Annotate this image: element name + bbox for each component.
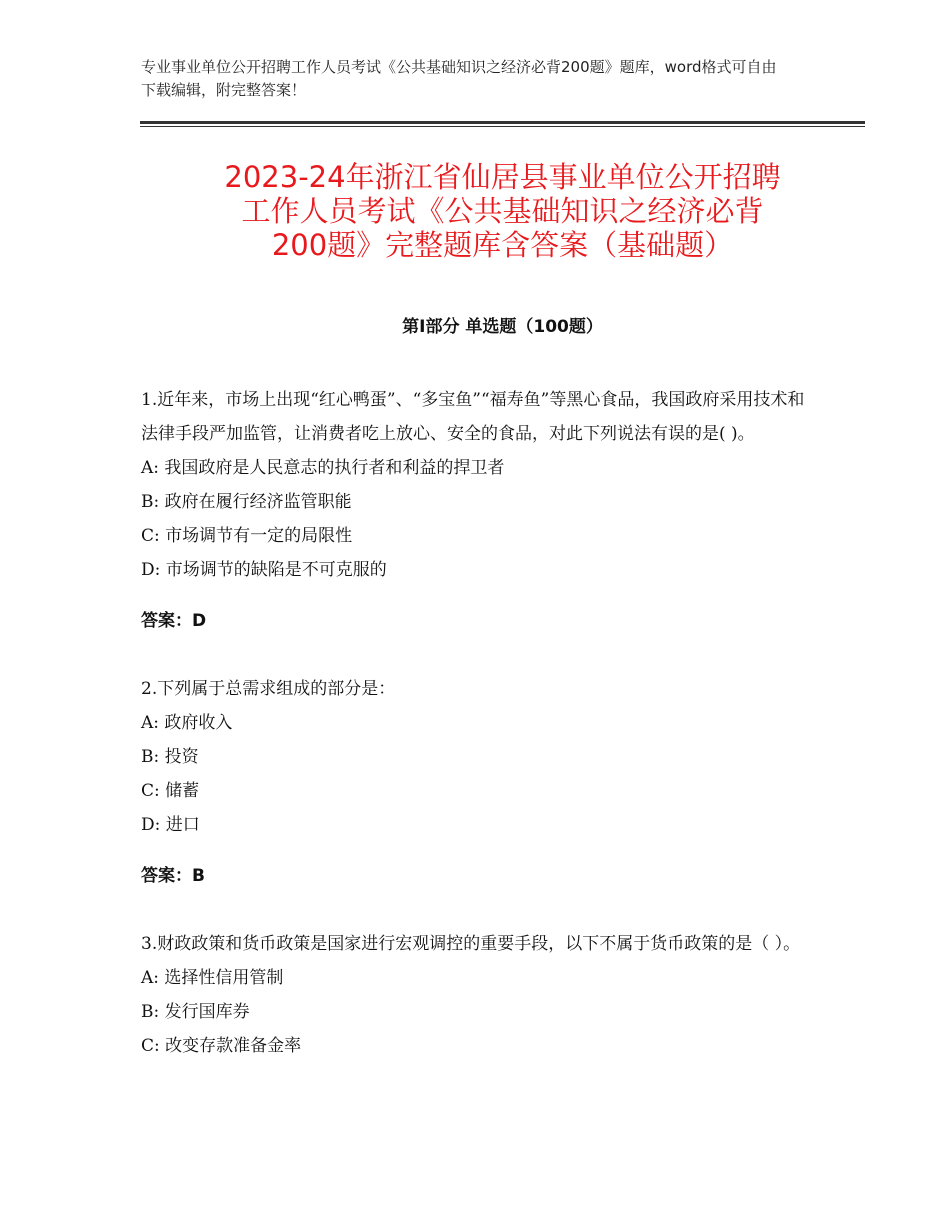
question-list — [141, 383, 806, 1097]
question-2 — [141, 672, 806, 893]
header-rule-thick — [140, 121, 865, 124]
document-header: 专业事业单位公开招聘工作人员考试《公共基础知识之经济必背200题》题库，word格式可自由下载编辑，附完整答案！ — [141, 58, 777, 99]
question-1 — [141, 383, 806, 638]
question-stem: 2.下列属于总需求组成的部分是： — [141, 679, 396, 699]
title-line-1: 2023-24年浙江省仙居县事业单位公开招聘 — [224, 160, 781, 194]
answer: 答案：D — [141, 611, 207, 631]
option-b: B: 投资 — [141, 747, 199, 767]
option-b: B: 政府在履行经济监管职能 — [141, 492, 352, 512]
option-a: A: 我国政府是人民意志的执行者和利益的捍卫者 — [141, 458, 505, 478]
question-stem: 1.近年来，市场上出现“红心鸭蛋”、“多宝鱼”“福寿鱼”等黑心食品，我国政府采用技术和法律手段严加监管，让消费者吃上放心、安全的食品，对此下列说法有误的是( )。 — [141, 390, 805, 444]
option-c: C: 改变存款准备金率 — [141, 1036, 302, 1056]
answer: 答案：B — [141, 866, 205, 886]
title-line-3: 200题》完整题库含答案（基础题） — [271, 228, 734, 262]
question-stem: 3.财政政策和货币政策是国家进行宏观调控的重要手段，以下不属于货币政策的是（ ）。 — [141, 934, 801, 954]
title-line-2: 工作人员考试《公共基础知识之经济必背 — [241, 194, 764, 228]
part-title: 第Ⅰ部分 单选题（100题） — [402, 317, 603, 337]
option-d: D: 进口 — [141, 815, 200, 835]
header-rule-thin — [140, 126, 865, 127]
option-c: C: 市场调节有一定的局限性 — [141, 526, 353, 546]
option-a: A: 选择性信用管制 — [141, 968, 284, 988]
option-d: D: 市场调节的缺陷是不可克服的 — [141, 560, 387, 580]
document-title — [140, 160, 865, 262]
option-b: B: 发行国库券 — [141, 1002, 250, 1022]
option-c: C: 储蓄 — [141, 781, 200, 801]
question-3 — [141, 927, 806, 1063]
option-a: A: 政府收入 — [141, 713, 233, 733]
